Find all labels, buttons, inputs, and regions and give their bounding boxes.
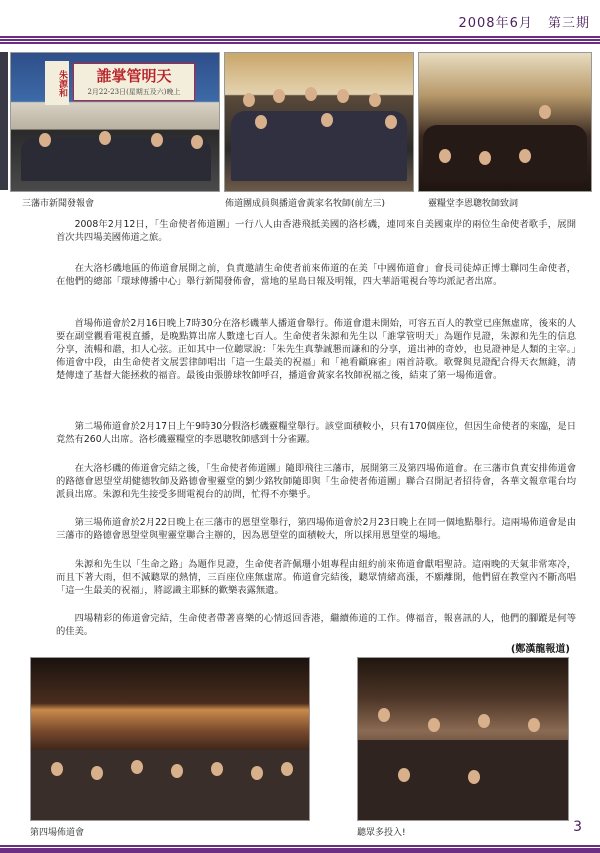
person (39, 133, 51, 147)
footer-stripes (0, 845, 600, 853)
person (385, 115, 397, 129)
person (99, 131, 111, 145)
caption-press-conference: 三藩市新聞發報會 (22, 199, 95, 209)
photo-edge-fragment (0, 52, 8, 190)
issue-number: 第三期 (547, 16, 590, 31)
person (281, 762, 293, 776)
person (151, 133, 163, 147)
photo-group (224, 52, 414, 192)
person (369, 93, 381, 107)
issue-date: 2008年6月 (458, 16, 533, 31)
banner-title: 誰掌管明天 (96, 67, 172, 85)
person (91, 766, 103, 780)
person (191, 135, 203, 149)
caption-audience: 聽眾多投入! (357, 828, 406, 838)
person (519, 149, 531, 163)
person (243, 93, 255, 107)
person (378, 708, 390, 722)
header-stripes (0, 36, 600, 44)
reporter-credit: (鄭漢龍報道) (510, 644, 570, 655)
paragraph-8: 四場精彩的佈道會完結，生命使者帶著喜樂的心情返回香港，繼續佈道的工作。傳福音，報喜訊的人，他們的腳蹤是何等的佳美。 (56, 613, 576, 637)
caption-fourth-meeting: 第四場佈道會 (30, 828, 85, 838)
person (428, 718, 440, 732)
audience (358, 740, 568, 820)
person (439, 149, 451, 163)
person (528, 718, 540, 732)
person (251, 766, 263, 780)
paragraph-5: 在大洛杉磯的佈道會完結之後，「生命使者佈道團」隨即飛往三藩市，展開第三及第四場佈道會。在三藩市負責安排佈道會的路德會恩望堂胡健德牧師及路德會聖靈堂的劉少銘牧師隨即與「生命使者佈道團」聯合召開記者招待會，各華文報章電台均派員出席。朱源和先生接受多間電視台的訪問，忙得不亦樂乎。 (56, 463, 576, 500)
photo-fourth-meeting (30, 657, 310, 821)
pastor (539, 105, 551, 119)
audience (31, 750, 309, 820)
person (478, 714, 490, 728)
issue-info (448, 12, 590, 31)
person (255, 115, 267, 129)
paragraph-7: 朱源和先生以「生命之路」為題作見證，生命使者許佩珊小姐專程由紐約前來佈道會獻唱聖詩。這兩晚的天氣非常寒冷，而且下著大雨，但不減聽眾的熱情，三百座位座無虛席。佈道會完結後，聽眾情緒高漲，不願離開，他們留在教堂內不斷高唱「這一生最美的祝福」，將認識主耶穌的歡樂表露無遺。 (56, 559, 576, 596)
person (51, 762, 63, 776)
page-header (0, 0, 600, 44)
person (305, 87, 317, 101)
caption-pastor: 靈糧堂李恩聰牧師致詞 (428, 199, 519, 209)
person (211, 762, 223, 776)
event-banner (73, 63, 195, 101)
photo-engaged-audience (357, 657, 569, 821)
photo-pastor-speaking (418, 52, 592, 192)
paragraph-1: 2008年2月12日，「生命使者佈道團」一行八人由香港飛抵美國的洛杉磯，連同來自美國東岸的兩位生命使者歌手，展開首次共四場美國佈道之旅。 (56, 219, 576, 243)
page-number: 3 (573, 819, 582, 835)
paragraph-6: 第三場佈道會於2月22日晚上在三藩市的恩望堂舉行，第四場佈道會於2月23日晚上在同一個地點舉行。這兩場佈道會是由三藩市的路德會恩望堂與聖靈堂聯合主辦的，因為恩望堂的面積較大，所以採用恩望堂的場地。 (56, 517, 576, 541)
person (273, 89, 285, 103)
person (468, 770, 480, 784)
person (479, 151, 491, 165)
caption-group: 佈道團成員與播道會黃家名牧師(前左三) (225, 199, 386, 209)
person (337, 89, 349, 103)
person (398, 768, 410, 782)
person (171, 764, 183, 778)
person (131, 760, 143, 774)
photo-press-conference (10, 52, 220, 192)
person (321, 113, 333, 127)
paragraph-2: 在大洛杉磯地區的佈道會展開之前，負責邀請生命使者前來佈道的在美「中國佈道會」會長司徒焯正博士聯同生命使者，在他們的總部「環球傳播中心」舉行新聞發佈會，當地的星島日報及明報，四大華語電視台等均派記者出席。 (56, 263, 576, 287)
paragraph-4: 第二場佈道會於2月17日上午9時30分假洛杉磯靈糧堂舉行。該堂面積較小，只有170個座位，但因生命使者的來臨，是日竟然有260人出席。洛杉磯靈糧堂的李恩聰牧師感到十分雀躍。 (56, 421, 576, 445)
paragraph-3: 首場佈道會於2月16日晚上7時30分在洛杉磯華人播道會舉行。佈道會還未開始，可容五百人的教堂已座無虛席，後來的人要在副堂觀看電視直播，是晚點算出席人數達七百人。生命使者朱源和先生以「誰掌管明天」為題作見證，朱源和先生的信息分享，流暢和諧，扣人心弦。正如其中一位聽眾說：「朱先生真摯誠懇而謙和的分享，道出神的奇妙，也見證神是人類的主宰。」佈道會中段，由生命使者文展雲律師唱出「這一生最美的祝福」和「祂看顧麻雀」兩首詩歌。歌聲與見證配合得天衣無縫，清楚傳達了基督大能拯救的福音。最後由張勝球牧師呼召，播道會黃家名牧師祝福之後，結束了第一場佈道會。 (56, 318, 576, 381)
banner-side-text: 朱源和 (45, 61, 69, 105)
banner-subtitle: 2月22-23日(星期五及六)晚上 (87, 88, 181, 96)
